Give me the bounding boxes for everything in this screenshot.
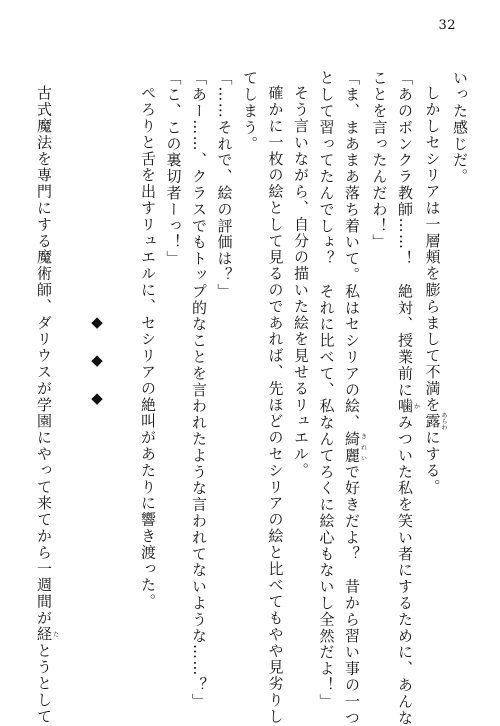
text-column [186,70,212,710]
text-segment: てしまう。 [241,70,259,152]
diamond-ornament-icon: ◆ [88,313,106,351]
furigana-ruby [396,398,420,415]
text-column [288,70,314,670]
ruby-base: 露 [423,412,442,431]
text-segment: 確かに一枚の絵として見るのであれば、先ほどのセシリアの絵と比べてもやや見劣りし [266,85,285,725]
text-segment: として習ってたんでしょ？ それに比べて、私なんてろくに絵心もないし全然だよ！」 [317,70,336,710]
text-column [211,70,237,670]
text-segment: そう言いながら、自分の描いた絵を見せるリュエル。 [292,85,310,479]
novel-body-text [31,70,473,726]
text-segment: で好きだよ？ 昔から習い事の一つ [343,463,361,726]
text-segment: 「あー……、クラスでもトップ的なことを言われたような言われてないような……？」 [190,70,208,710]
blank-column [58,70,84,670]
text-segment: しかしセシリアは一層頬を膨らまして不満を [423,85,442,413]
text-column [262,70,288,725]
text-column [419,70,447,670]
ruby-base: 綺麗 [343,430,361,464]
ruby-reading: あらわ [440,412,447,431]
text-segment: ぺろりと舌を出すリュエルに、セシリアの絶叫があたりに響き渡った。 [139,85,157,610]
text-column [135,70,161,670]
text-segment: にする。 [423,429,442,496]
furigana-ruby [423,412,447,431]
ruby-base: 噛 [396,398,414,415]
text-column [31,70,59,725]
text-column [392,70,420,726]
diamond-ornament-icon: ◆ [88,389,106,427]
text-segment: みついた私を笑い者にするために、あんな [396,414,414,726]
text-segment: とうとして [35,642,53,725]
ruby-base: 経 [35,626,53,643]
text-column [160,70,186,670]
section-separator [84,70,110,670]
furigana-ruby [35,626,59,643]
text-segment: 「……それで、絵の評価は？」 [215,70,234,300]
text-segment: 古式魔法を専門にする魔術師、ダリウスが学園にやって来てから一週間が [35,85,53,627]
text-segment: 「こ、この裏切者ーっ！」 [164,70,183,267]
text-segment: ことを言ったんだわ！」 [370,70,389,251]
ruby-reading: か [412,398,420,415]
text-column [313,70,339,710]
page-number: 32 [438,18,456,33]
ruby-reading: きれい [359,430,367,464]
diamond-ornament-icon: ◆ [88,351,106,389]
text-column [447,70,473,670]
text-segment: いった感じだ。 [451,70,469,185]
ruby-reading: た [51,626,59,643]
furigana-ruby [343,430,367,464]
text-segment: 「あのボンクラ教師……！ 絶対、授業前に [396,70,414,398]
text-column [366,70,392,670]
text-column [237,70,263,670]
blank-column [109,70,135,670]
text-segment: 「ま、まあまあ落ち着いて。私はセシリアの絵、 [343,70,361,431]
text-column [339,70,367,726]
